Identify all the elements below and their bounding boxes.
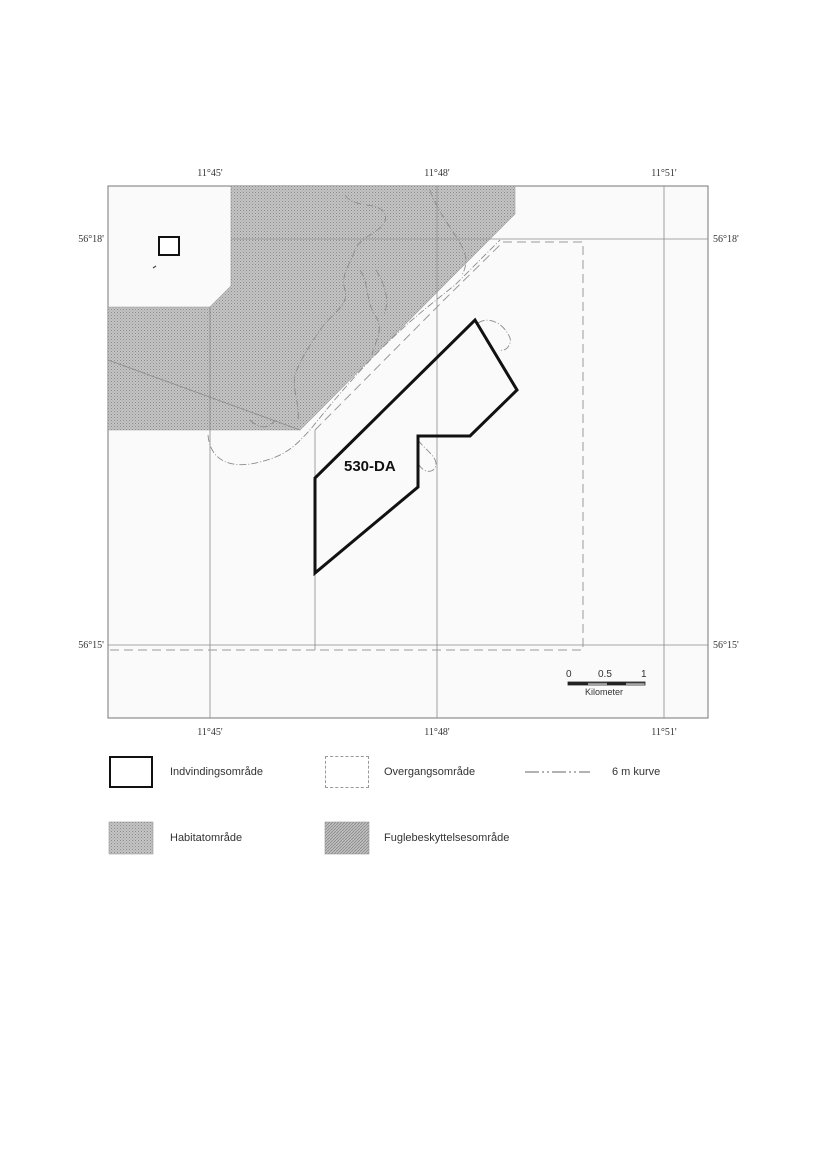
lat-label-left-1: 56°18' xyxy=(78,234,104,245)
legend-label-extraction: Indvindingsområde xyxy=(170,766,263,778)
lon-label-top-1: 11°45' xyxy=(197,168,223,179)
lon-label-top-2: 11°48' xyxy=(424,168,450,179)
lat-label-right-2: 56°15' xyxy=(713,640,739,651)
lon-label-bottom-2: 11°48' xyxy=(424,727,450,738)
area-label-530-da: 530-DA xyxy=(344,458,396,475)
legend-label-habitat: Habitatområde xyxy=(170,832,243,844)
legend-label-bird: Fuglebeskyttelsesområde xyxy=(384,832,510,844)
legend-label-transition: Overgangsområde xyxy=(384,766,476,778)
scale-unit: Kilometer xyxy=(585,687,624,697)
legend-swatch-extraction xyxy=(109,756,153,788)
scale-tick-1: 1 xyxy=(641,669,647,680)
lon-label-bottom-3: 11°51' xyxy=(651,727,677,738)
scale-tick-0: 0 xyxy=(566,669,572,680)
lat-label-left-2: 56°15' xyxy=(78,640,104,651)
small-marker-square xyxy=(159,237,179,255)
lon-label-top-3: 11°51' xyxy=(651,168,677,179)
lon-label-bottom-1: 11°45' xyxy=(197,727,223,738)
legend-label-contour: 6 m kurve xyxy=(612,766,661,778)
legend-swatch-transition xyxy=(325,756,369,788)
lat-label-right-1: 56°18' xyxy=(713,234,739,245)
scale-tick-05: 0.5 xyxy=(598,669,612,680)
